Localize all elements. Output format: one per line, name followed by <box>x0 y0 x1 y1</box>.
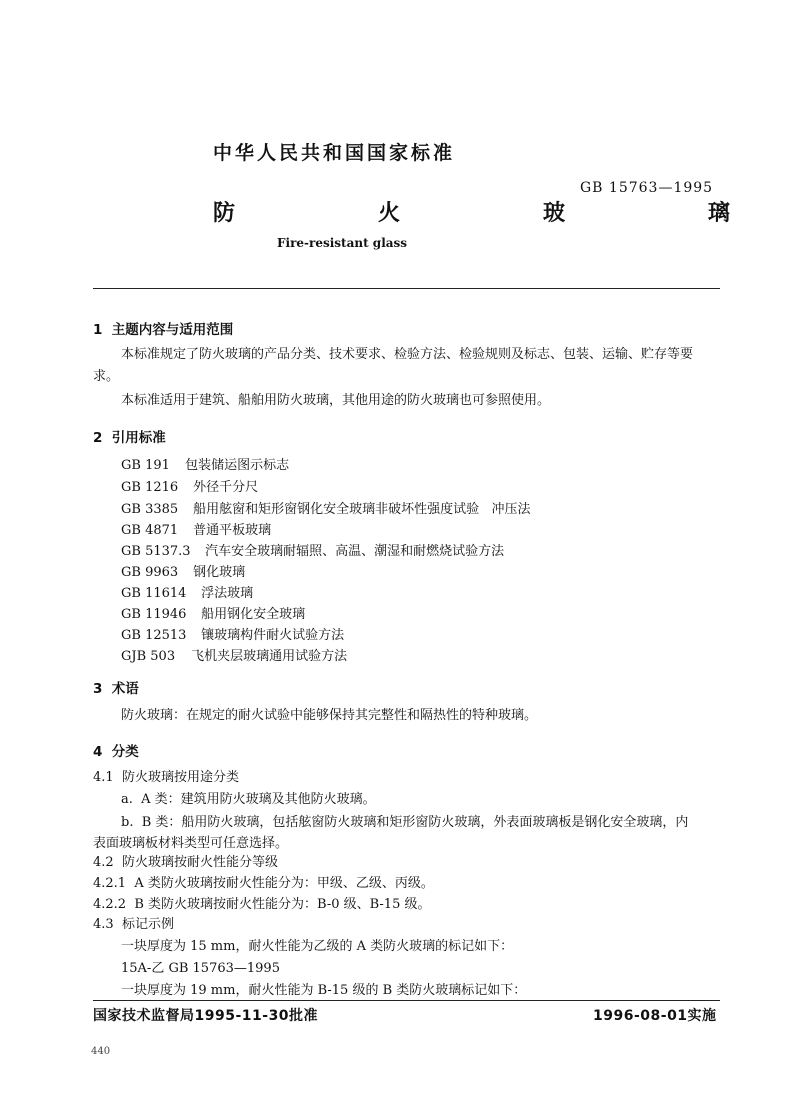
page-number: 440 <box>91 1046 111 1057</box>
reference-title: 浮法玻璃 <box>201 586 254 601</box>
reference-code: GB 3385 <box>121 502 179 517</box>
reference-title: 普通平板玻璃 <box>193 523 272 538</box>
top-rule <box>93 288 720 289</box>
reference-title: 外径千分尺 <box>193 480 259 495</box>
reference-item <box>121 645 347 664</box>
reference-code: GB 191 <box>121 458 170 473</box>
reference-code: GB 9963 <box>121 565 179 580</box>
marking-example-1-mark: 15A-乙 GB 15763—1995 <box>121 961 280 976</box>
reference-title: 飞机夹层玻璃通用试验方法 <box>191 649 348 664</box>
section-4-2-2: 4.2.2 B 类防火玻璃按耐火性能分为：B-0 级、B-15 级。 <box>93 897 431 912</box>
section-4-heading: 4 分类 <box>93 744 139 760</box>
reference-code: GB 11614 <box>121 586 187 601</box>
marking-example-2: 一块厚度为 19 mm，耐火性能为 B-15 级的 B 类防火玻璃标记如下： <box>121 983 527 998</box>
reference-code: GJB 503 <box>121 649 176 664</box>
reference-title: 船用钢化安全玻璃 <box>201 607 306 622</box>
reference-item <box>121 603 305 622</box>
approval-statement: 国家技术监督局1995-11-30批准 <box>93 1008 319 1024</box>
english-title: Fire-resistant glass <box>277 236 408 250</box>
reference-code: GB 12513 <box>121 628 187 643</box>
section-4-1-item-b-line2: 表面玻璃板材料类型可任意选择。 <box>93 836 289 851</box>
section-4-2-heading: 4.2 防火玻璃按耐火性能分等级 <box>93 855 278 870</box>
standard-code: GB 15763—1995 <box>580 180 714 196</box>
reference-item <box>121 454 289 473</box>
reference-code: GB 11946 <box>121 607 187 622</box>
document-title: 防 火 玻 璃 <box>213 201 730 226</box>
reference-item <box>121 561 245 580</box>
reference-item <box>121 498 531 517</box>
reference-item <box>121 519 271 538</box>
section-4-1-item-a: a. A 类：建筑用防火玻璃及其他防火玻璃。 <box>121 792 376 807</box>
reference-title: 船用舷窗和矩形窗钢化安全玻璃非破坏性强度试验 冲压法 <box>193 502 531 517</box>
section-4-3-heading: 4.3 标记示例 <box>93 917 174 932</box>
section-2-heading: 2 引用标准 <box>93 430 166 446</box>
section-1-para1-line1: 本标准规定了防火玻璃的产品分类、技术要求、检验方法、检验规则及标志、包装、运输、贮存等要 <box>121 347 694 362</box>
effective-date: 1996-08-01实施 <box>593 1008 717 1024</box>
national-standard-heading: 中华人民共和国国家标准 <box>213 142 456 164</box>
reference-item <box>121 540 504 559</box>
section-3-definition: 防火玻璃：在规定的耐火试验中能够保持其完整性和隔热性的特种玻璃。 <box>121 708 538 723</box>
bottom-rule <box>93 1000 720 1001</box>
reference-title: 包装储运图示标志 <box>185 458 290 473</box>
reference-title: 钢化玻璃 <box>193 565 246 580</box>
section-4-1-heading: 4.1 防火玻璃按用途分类 <box>93 770 239 785</box>
reference-code: GB 4871 <box>121 523 179 538</box>
section-4-1-item-b-line1: b. B 类：船用防火玻璃，包括舷窗防火玻璃和矩形窗防火玻璃，外表面玻璃板是钢化安全玻璃，内 <box>121 815 689 830</box>
section-1-para1-line2: 求。 <box>93 369 120 384</box>
section-3-heading: 3 术语 <box>93 681 139 697</box>
marking-example-1: 一块厚度为 15 mm，耐火性能为乙级的 A 类防火玻璃的标记如下： <box>121 939 514 954</box>
reference-item <box>121 582 253 601</box>
reference-code: GB 5137.3 <box>121 544 191 559</box>
section-4-2-1: 4.2.1 A 类防火玻璃按耐火性能分为：甲级、乙级、丙级。 <box>93 876 434 891</box>
reference-item <box>121 624 344 643</box>
reference-item <box>121 476 258 495</box>
section-1-para2: 本标准适用于建筑、船舶用防火玻璃，其他用途的防火玻璃也可参照使用。 <box>121 393 551 408</box>
section-1-heading: 1 主题内容与适用范围 <box>93 322 234 338</box>
reference-title: 镶玻璃构件耐火试验方法 <box>201 628 345 643</box>
reference-title: 汽车安全玻璃耐辐照、高温、潮湿和耐燃烧试验方法 <box>205 544 505 559</box>
reference-code: GB 1216 <box>121 480 179 495</box>
